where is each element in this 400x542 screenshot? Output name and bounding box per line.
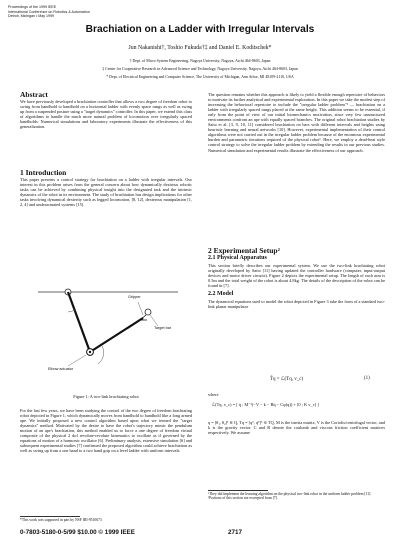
footnote-1: ¹They did implement the learning algorithm on the physical two-link robot in the uniform ladder problem [11]. (208, 492, 372, 496)
introduction-heading: 1 Introduction (20, 168, 67, 177)
footnote-rule (20, 516, 80, 517)
proceedings-line: Proceedings of the 1999 IEEE (8, 5, 57, 9)
section-2-1-heading: 2.1 Physical Apparatus (208, 255, 267, 262)
affiliation: † Dept. of Micro System Engineering, Nagoya University, Nagoya, Aichi 464-8603, Japan (129, 59, 271, 63)
where-label: where (208, 392, 219, 397)
footnote-2: ²Portions of this section are excerpted from [7]. (208, 496, 278, 501)
section-2 (208, 248, 385, 309)
footnote-funding: *This work was supported in part by NSF IRI-9510673 (20, 518, 102, 522)
gripper-label: Gripper (128, 295, 141, 299)
section-2-heading: 2 Experimental Setup² (208, 246, 280, 255)
target-bar-label: Target bar (154, 326, 172, 330)
figure-1 (28, 282, 188, 392)
introduction-paragraph-2: For the last few years, we have been studying the control of the two degree of freedom brachiating robot depicted in Figure 1, which dynamically moves from handhold to handhold like a long armed ape. We initially proposed a new control algorithm based upon what we termed the "target dynamics" method. Motivated by the desire to have the robot's trajectory mimic the pendulum motion of an ape's brachiation, this method enabled us to force a one degree of freedom virtual composite of the physical 2 dof revolute-revolute kinematics to oscillate as if governed by the equations of motion of a harmonic oscillator [6]. Preliminary analysis, extensive simulation [6] and subsequent experimental studies [7] confirmed the proposed algorithm could achieve brachiation as well as swing up from a one hand to a two hand grip on a level ladder with uniform intervals. (20, 408, 192, 454)
page-number: 2717 (228, 529, 243, 536)
proceedings-line: Detroit, Michigan • May 1999 (8, 14, 55, 19)
introduction-section (20, 170, 192, 207)
section-2-2-heading: 2.2 Model (208, 291, 234, 298)
affiliation: * Dept. of Electrical Engineering and Computer Science, The University of Michigan, Ann Arbor, MI 48109-2110, USA (106, 75, 294, 79)
authors: Jun Nakanishi†, Toshio Fukuda†‡ and Daniel E. Koditschek* (128, 45, 272, 51)
section-2-2-paragraph: The dynamical equations used to model the robot depicted in Figure 3 take the form of a standard two-link planar manipulator (208, 299, 385, 310)
abstract-heading: Abstract (20, 90, 48, 99)
copyright-footer: 0-7803-5180-0-5/99 $10.00 © 1999 IEEE (20, 529, 135, 536)
right-paragraph-1: The question remains whether this approach is likely to yield a flexible enough repertoire of behaviors to motivate its further analytical and experimental exploration. In this paper we take the modest step of increasing the behavioral repertoire to include the "irregular ladder problem"¹ — brachiation on a ladder with irregularly spaced rungs placed at the same height. This addition seems to be essential, if only from the point of view of our initial biomechanics motivation, since very few unstructured environments confront an ape with equally spaced branches. The original robot brachiation studies by Saito et al. [3, 9, 10, 11] considered brachiation on bars with different intervals and heights using heuristic learning and neural networks [10]. However, experimental implementation of their control algorithms were not carried out in the irregular ladder problem because of the enormous experimental burden and parametric iterations required of the physical robot¹. Here, we employ a dead-beat style control strategy to solve the irregular ladder problem by extending the results in our previous studies. Numerical simulation and experimental results illustrate the effectiveness of our approach. (208, 92, 385, 153)
equation-1-number: (1) (364, 376, 370, 381)
target-bar-icon (145, 309, 151, 315)
abstract-text: We have previously developed a brachiation controller that allows a two degree of freedom robot to swing from handhold to handhold on a horizontal ladder with evenly space rungs as well as swing up from a suspended posture using a "target dynamics" controller. In this paper, we extend this class of algorithms to handle the much more natural problem of locomotion over irregularly spaced handholds. Numerical simulations and laboratory experiments illustrate the effectiveness of this generalization. (20, 99, 192, 130)
proceedings-line: International Conference on Robotics & Automation (8, 9, 90, 14)
elbow-actuator-label: Elbow actuator (48, 367, 74, 371)
abstract-section (20, 92, 192, 129)
section-2-1-paragraph: This section briefly describes our experimental system. We use the two-link brachiating robot originally developed by Saito [11] having updated the controller hardware (computer, input-output devices and motor driver circuits). Figure 2 depicts the experimental setup. The length of each arm is 0.5m and the total weight of the robot is about 4.8kg. The details of the description of the robot can be found in [7]. (208, 263, 385, 289)
proceedings-header (8, 5, 228, 19)
model-definitions: q = [θ₁, θ₂]ᵀ ∈ Q, Tq = [qᵀ, q̇ᵀ]ᵀ ∈ TQ, M is the inertia matrix, V is the Coriolis/centrifugal vector, and k is the gravity vector. C and B denote the coulomb and viscous friction coefficient matrices respectively. We assume (208, 420, 385, 436)
affiliation: ‡ Center for Cooperative Research in Advanced Science and Technology, Nagoya University, Nagoya, Aichi 464-8603, Japan (102, 67, 298, 71)
footnotes-right (208, 492, 385, 501)
figure-1-caption: Figure 1: A two-link brachiating robot (73, 394, 139, 399)
footnote-rule (208, 490, 268, 491)
equation-1: T̄q = ℒ(Tq, v_c) (270, 377, 304, 382)
paper-title: Brachiation on a Ladder with Irregular Intervals (85, 24, 315, 35)
equation-2: ℒ(Tq, v_c) = [ q̇ ; M⁻¹(−V − k − Bq̇ − Cφ(q)) + [0 ; K v_c] ] (212, 402, 319, 407)
introduction-paragraph: This paper presents a control strategy for brachiation on a ladder with irregular intervals. Our interest in this problem arises from the general concern about how dynamically dextrous robotic tasks can be achieved by combining physical insight into the designated task and the intrinsic dynamics of the robot in its environment. The study of brachiation has design implications for other tasks involving dynamical dexterity such as legged locomotion, [8, 12], dexterous manipulation [1, 2, 4] and underactuated systems [15]. (20, 177, 192, 208)
